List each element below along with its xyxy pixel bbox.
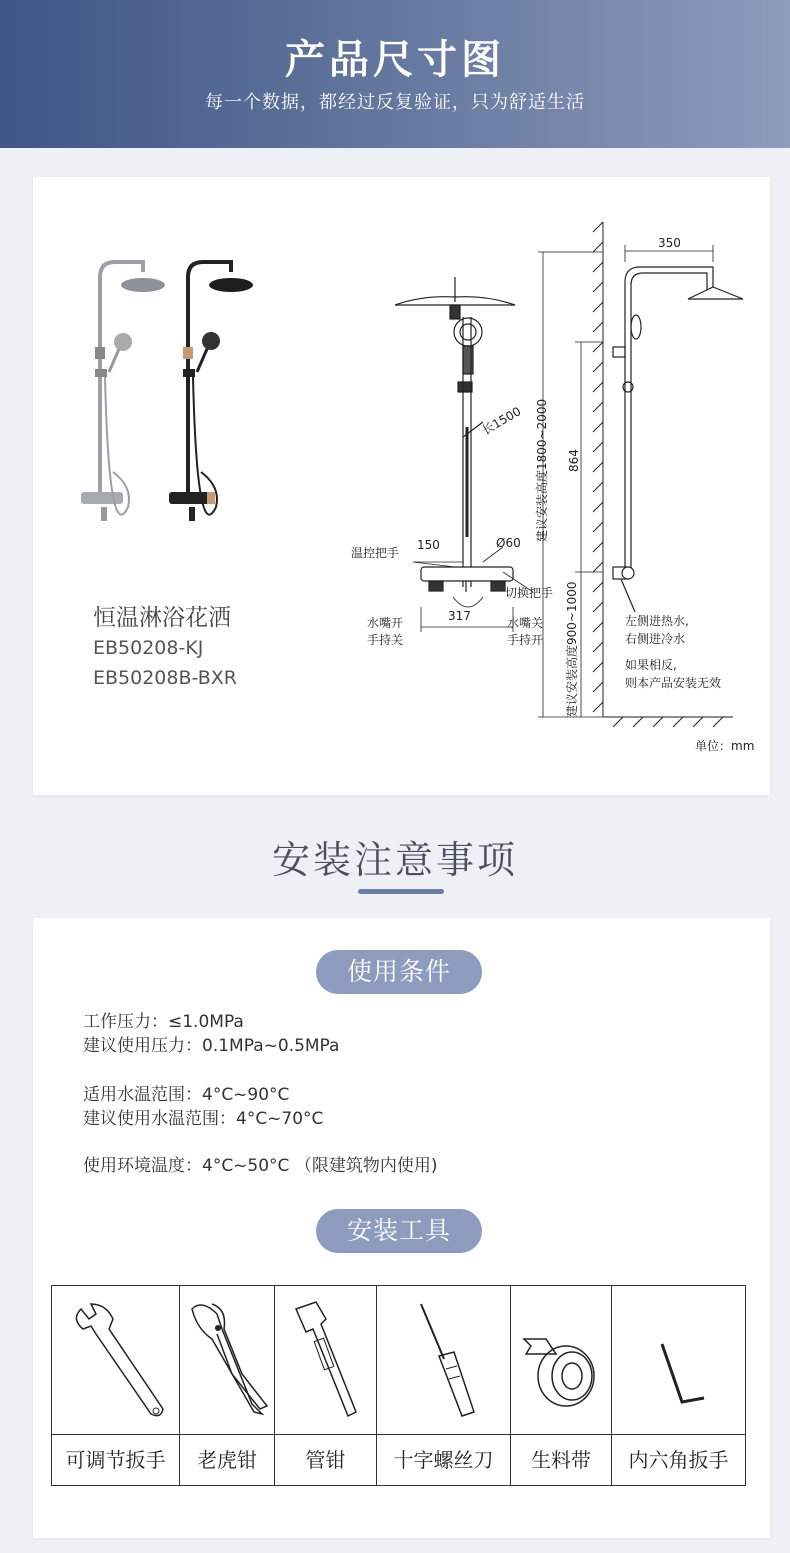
spec-water-temp-range: 适用水温范围：4°C~90°C (83, 1085, 290, 1105)
spec-ambient-temp: 使用环境温度：4°C~50°C （限建筑物内使用) (83, 1156, 438, 1176)
tools-pill: 安装工具 (316, 1209, 482, 1253)
tool-cell (377, 1286, 511, 1485)
install-height-top-label: 建议安装高度1800~2000 (535, 398, 549, 542)
width-350-label: 350 (658, 236, 681, 250)
tool-label-adjustable-wrench: 可调节扳手 (52, 1434, 179, 1485)
switch-handle-label: 切换把手 (505, 586, 554, 600)
black-shower-image (169, 262, 253, 521)
adjustable-wrench-icon (61, 1294, 171, 1424)
spec-recommended-pressure: 建议使用压力：0.1MPa~0.5MPa (83, 1036, 340, 1056)
tool-label-pliers: 老虎钳 (180, 1434, 274, 1485)
height-864-label: 864 (567, 449, 581, 472)
spec-working-pressure: 工作压力：≤1.0MPa (83, 1012, 244, 1032)
install-height-bottom-label: 建议安装高度900~1000 (565, 581, 579, 717)
temp-handle-label: 温控把手 (351, 546, 400, 560)
install-card (33, 918, 770, 1538)
dimension-drawing (303, 207, 763, 767)
right-note-2: 手持开 (507, 633, 544, 647)
left-note-2: 手持关 (367, 633, 404, 647)
diameter-label: Ø60 (496, 536, 521, 550)
tool-label-hex-key: 内六角扳手 (612, 1434, 745, 1485)
tool-label-screwdriver: 十字螺丝刀 (377, 1434, 510, 1485)
section-divider-bar (358, 889, 444, 894)
tool-cell (180, 1286, 275, 1485)
dimension-card (33, 177, 770, 795)
tool-label-ptfe-tape: 生料带 (511, 1434, 611, 1485)
side-note-2: 右侧进冷水 (625, 632, 686, 646)
usage-conditions-pill: 使用条件 (316, 950, 482, 994)
chrome-shower-image (81, 262, 165, 521)
width-317-label: 317 (448, 609, 471, 623)
width-150-label: 150 (417, 538, 440, 552)
left-note-1: 水嘴开 (367, 616, 404, 630)
ptfe-tape-icon (516, 1294, 606, 1424)
tool-cell (612, 1286, 745, 1485)
tool-cell (275, 1286, 377, 1485)
product-photos (73, 257, 273, 577)
right-note-1: 水嘴关 (507, 616, 544, 630)
side-note-4: 则本产品安装无效 (625, 676, 722, 690)
page-title: 产品尺寸图 (285, 37, 505, 83)
pliers-icon (182, 1294, 272, 1424)
side-note-1: 左侧进热水, (625, 614, 689, 628)
screwdriver-icon (399, 1294, 489, 1424)
tools-table (51, 1285, 746, 1486)
unit-label: 单位：mm (695, 739, 755, 753)
tool-label-pipe-wrench: 管钳 (275, 1434, 376, 1485)
spec-recommended-water-temp: 建议使用水温范围：4°C~70°C (83, 1109, 324, 1129)
product-name: 恒温淋浴花洒 (93, 605, 231, 631)
tool-cell (52, 1286, 180, 1485)
side-view-shower (613, 267, 743, 612)
product-model-2: EB50208B-BXR (93, 667, 237, 689)
pipe-wrench-icon (281, 1294, 371, 1424)
length-label: 长1500 (479, 404, 524, 438)
product-model-1: EB50208-KJ (93, 637, 204, 659)
tool-cell (511, 1286, 612, 1485)
install-section-title: 安装注意事项 (271, 838, 518, 882)
page-header (0, 0, 790, 148)
side-note-3: 如果相反, (625, 658, 677, 672)
hex-key-icon (634, 1294, 724, 1424)
page-subtitle: 每一个数据，都经过反复验证，只为舒适生活 (205, 92, 585, 113)
